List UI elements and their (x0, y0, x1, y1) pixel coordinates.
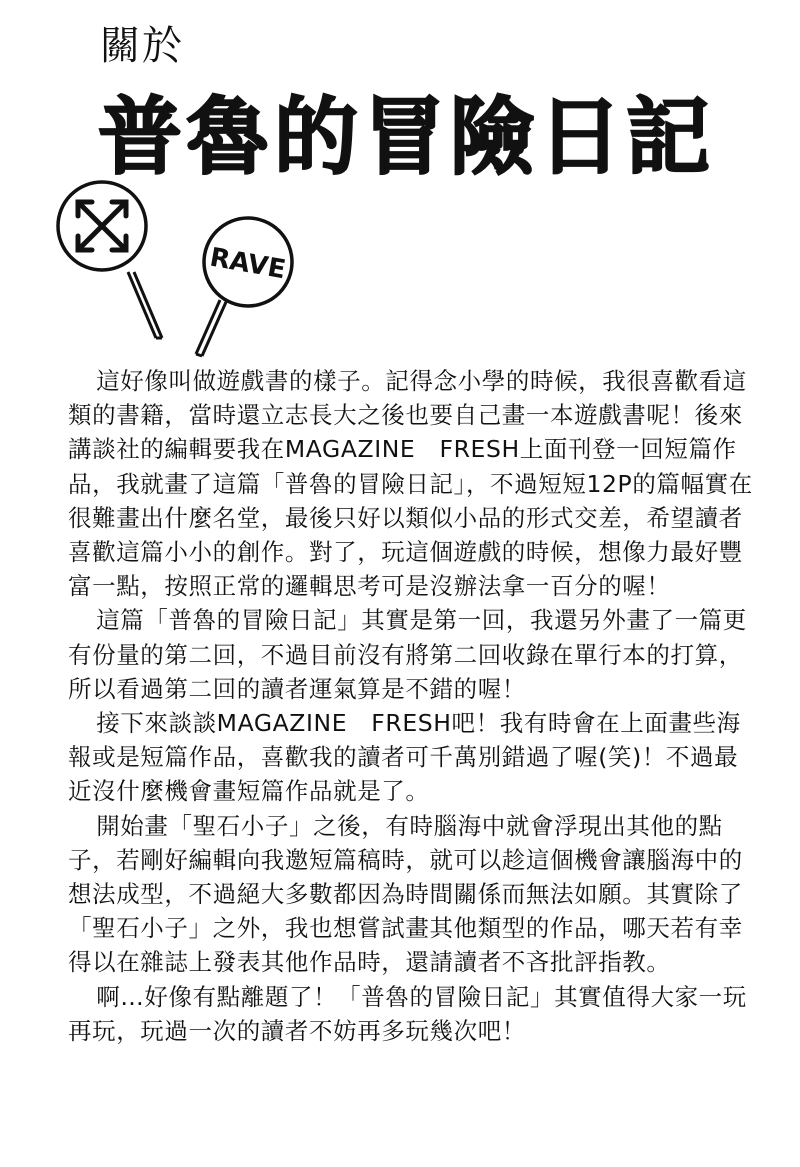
right-sign (196, 218, 292, 356)
left-sign (58, 182, 162, 338)
paragraph: 這好像叫做遊戲書的樣子。記得念小學的時候，我很喜歡看這類的書籍，當時還立志長大之後也要自己畫一本遊戲書呢！後來講談社的編輯要我在MAGAZINE FRESH上面刊登一回短篇作品，我就畫了這篇「普魯的冒險日記」，不過短短12P的篇幅實在很難畫出什麼名堂，最後只好以類似小品的形式交差，希望讀者喜歡這篇小小的創作。對了，玩這個遊戲的時候，想像力最好豐富一點，按照正常的邏輯思考可是沒辦法拿一百分的喔！ (68, 367, 753, 601)
page-subtitle: 關於 (100, 23, 184, 69)
body-text (68, 364, 758, 1048)
page-title: 普魯的冒險日記 (98, 88, 715, 186)
paragraph: 開始畫「聖石小子」之後，有時腦海中就會浮現出其他的點子，若剛好編輯向我邀短篇稿時，就可以趁這個機會讓腦海中的想法成型，不過絕大多數都因為時間關係而無法如願。其實除了「聖石小子」之外，我也想嘗試畫其他類型的作品，哪天若有幸得以在雜誌上發表其他作品時，還請讀者不吝批評指教。 (68, 811, 743, 977)
paragraph: 這篇「普魯的冒險日記」其實是第一回，我還另外畫了一篇更有份量的第二回，不過目前沒有將第二回收錄在單行本的打算，所以看過第二回的讀者運氣算是不錯的喔！ (68, 606, 747, 703)
paragraph: 接下來談談MAGAZINE FRESH吧！我有時會在上面畫些海報或是短篇作品，喜歡我的讀者可千萬別錯過了喔(笑)！不過最近沒什麼機會畫短篇作品就是了。 (68, 709, 741, 806)
rave-sign-text: RAVE (207, 242, 288, 286)
paragraph: 啊…好像有點離題了！「普魯的冒險日記」其實值得大家一玩再玩，玩過一次的讀者不妨再多玩幾次吧！ (68, 982, 747, 1045)
lollipop-signs-illustration (52, 180, 312, 360)
